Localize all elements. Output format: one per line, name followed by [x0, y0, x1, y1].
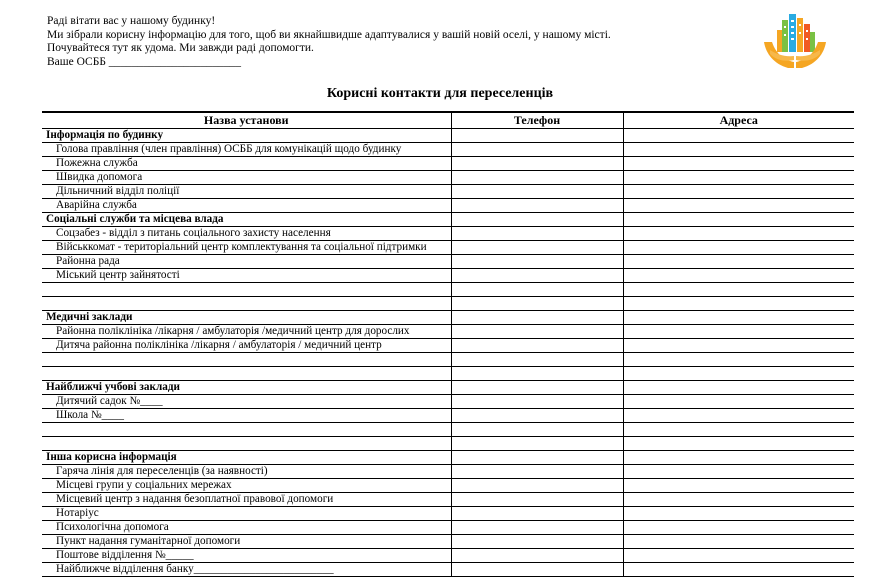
- institution-name-cell: Пункт надання гуманітарної допомоги: [42, 535, 451, 549]
- intro-line: Раді вітати вас у нашому будинку!: [47, 15, 216, 27]
- address-cell[interactable]: [623, 451, 854, 465]
- column-header-name: Назва установи: [42, 112, 451, 129]
- phone-cell[interactable]: [451, 395, 623, 409]
- intro-text: [47, 15, 611, 69]
- section-row: [42, 129, 854, 143]
- table-row: [42, 465, 854, 479]
- phone-cell[interactable]: [451, 353, 623, 367]
- address-cell[interactable]: [623, 493, 854, 507]
- address-cell[interactable]: [623, 437, 854, 451]
- phone-cell[interactable]: [451, 493, 623, 507]
- phone-cell[interactable]: [451, 423, 623, 437]
- address-cell[interactable]: [623, 367, 854, 381]
- section-row: [42, 451, 854, 465]
- contacts-table: [42, 111, 854, 577]
- address-cell[interactable]: [623, 409, 854, 423]
- institution-name-cell: Військкомат - територіальний центр комплектування та соціальної підтримки: [42, 241, 451, 255]
- phone-cell[interactable]: [451, 325, 623, 339]
- table-row: [42, 395, 854, 409]
- phone-cell[interactable]: [451, 297, 623, 311]
- table-row: [42, 535, 854, 549]
- phone-cell[interactable]: [451, 535, 623, 549]
- section-title: Медичні заклади: [42, 311, 451, 325]
- institution-name-cell: Гаряча лінія для переселенців (за наявності): [42, 465, 451, 479]
- phone-cell[interactable]: [451, 157, 623, 171]
- phone-cell[interactable]: [451, 283, 623, 297]
- institution-name-cell: Районна рада: [42, 255, 451, 269]
- address-cell[interactable]: [623, 535, 854, 549]
- address-cell[interactable]: [623, 325, 854, 339]
- house-hands-logo-icon: [760, 8, 830, 78]
- address-cell[interactable]: [623, 171, 854, 185]
- phone-cell[interactable]: [451, 185, 623, 199]
- phone-cell[interactable]: [451, 521, 623, 535]
- institution-name-cell: Місцевий центр з надання безоплатної правової допомоги: [42, 493, 451, 507]
- section-row: [42, 381, 854, 395]
- phone-cell[interactable]: [451, 199, 623, 213]
- address-cell[interactable]: [623, 157, 854, 171]
- address-cell[interactable]: [623, 353, 854, 367]
- blank-row: [42, 283, 854, 297]
- address-cell[interactable]: [623, 339, 854, 353]
- phone-cell[interactable]: [451, 213, 623, 227]
- phone-cell[interactable]: [451, 269, 623, 283]
- table-row: [42, 157, 854, 171]
- table-row: [42, 409, 854, 423]
- address-cell[interactable]: [623, 129, 854, 143]
- address-cell[interactable]: [623, 465, 854, 479]
- address-cell[interactable]: [623, 395, 854, 409]
- phone-cell[interactable]: [451, 129, 623, 143]
- address-cell[interactable]: [623, 297, 854, 311]
- table-row: [42, 199, 854, 213]
- institution-name-cell: Районна поліклініка /лікарня / амбулаторія /медичний центр для дорослих: [42, 325, 451, 339]
- address-cell[interactable]: [623, 549, 854, 563]
- phone-cell[interactable]: [451, 507, 623, 521]
- section-title: Інформація по будинку: [42, 129, 451, 143]
- table-row: [42, 339, 854, 353]
- address-cell[interactable]: [623, 227, 854, 241]
- phone-cell[interactable]: [451, 339, 623, 353]
- institution-name-cell: Поштове відділення №_____: [42, 549, 451, 563]
- address-cell[interactable]: [623, 479, 854, 493]
- section-row: [42, 213, 854, 227]
- intro-line: Ваше ОСББ _______________________: [47, 55, 242, 68]
- institution-name-cell: Аварійна служба: [42, 199, 451, 213]
- institution-name-cell: Місцеві групи у соціальних мережах: [42, 479, 451, 493]
- table-header-row: [42, 112, 854, 129]
- intro-line: Почувайтеся тут як удома. Ми завжди раді допомогти.: [47, 42, 314, 54]
- address-cell[interactable]: [623, 241, 854, 255]
- institution-name-cell: Найближче відділення банку_________________________: [42, 563, 451, 577]
- address-cell[interactable]: [623, 269, 854, 283]
- phone-cell[interactable]: [451, 171, 623, 185]
- table-row: [42, 507, 854, 521]
- table-row: [42, 479, 854, 493]
- address-cell[interactable]: [623, 199, 854, 213]
- address-cell[interactable]: [623, 185, 854, 199]
- table-row: [42, 549, 854, 563]
- page-title: Корисні контакти для переселенців: [326, 86, 554, 101]
- blank-row: [42, 297, 854, 311]
- institution-name-cell: Соцзабез - відділ з питань соціального захисту населення: [42, 227, 451, 241]
- institution-name-cell: [42, 353, 451, 367]
- institution-name-cell: [42, 423, 451, 437]
- section-title: Найближчі учбові заклади: [42, 381, 451, 395]
- phone-cell[interactable]: [451, 367, 623, 381]
- address-cell[interactable]: [623, 283, 854, 297]
- table-row: [42, 171, 854, 185]
- institution-name-cell: Дитячий садок №____: [42, 395, 451, 409]
- blank-row: [42, 353, 854, 367]
- table-row: [42, 227, 854, 241]
- address-cell[interactable]: [623, 143, 854, 157]
- institution-name-cell: Голова правління (член правління) ОСББ для комунікацій щодо будинку: [42, 143, 451, 157]
- institution-name-cell: Дитяча районна поліклініка /лікарня / амбулаторія / медичний центр: [42, 339, 451, 353]
- institution-name-cell: [42, 437, 451, 451]
- institution-name-cell: Пожежна служба: [42, 157, 451, 171]
- phone-cell[interactable]: [451, 465, 623, 479]
- phone-cell[interactable]: [451, 143, 623, 157]
- phone-cell[interactable]: [451, 241, 623, 255]
- institution-name-cell: Нотаріус: [42, 507, 451, 521]
- phone-cell[interactable]: [451, 409, 623, 423]
- column-header-address: Адреса: [623, 112, 854, 129]
- phone-cell[interactable]: [451, 479, 623, 493]
- address-cell[interactable]: [623, 521, 854, 535]
- blank-row: [42, 437, 854, 451]
- institution-name-cell: Психологічна допомога: [42, 521, 451, 535]
- blank-row: [42, 423, 854, 437]
- address-cell[interactable]: [623, 311, 854, 325]
- table-row: [42, 269, 854, 283]
- phone-cell[interactable]: [451, 381, 623, 395]
- institution-name-cell: [42, 283, 451, 297]
- column-header-phone: Телефон: [451, 112, 623, 129]
- address-cell[interactable]: [623, 255, 854, 269]
- table-row: [42, 143, 854, 157]
- table-row: [42, 521, 854, 535]
- phone-cell[interactable]: [451, 311, 623, 325]
- institution-name-cell: Міський центр зайнятості: [42, 269, 451, 283]
- address-cell[interactable]: [623, 423, 854, 437]
- institution-name-cell: Дільничний відділ поліції: [42, 185, 451, 199]
- institution-name-cell: Школа №____: [42, 409, 451, 423]
- phone-cell[interactable]: [451, 437, 623, 451]
- blank-row: [42, 367, 854, 381]
- phone-cell[interactable]: [451, 549, 623, 563]
- table-row: [42, 255, 854, 269]
- phone-cell[interactable]: [451, 227, 623, 241]
- phone-cell[interactable]: [451, 451, 623, 465]
- table-row: [42, 325, 854, 339]
- section-title: Інша корисна інформація: [42, 451, 451, 465]
- institution-name-cell: [42, 367, 451, 381]
- intro-line: Ми зібрали корисну інформацію для того, щоб ви якнайшвидше адаптувалися у вашій новій оселі, у нашому місті.: [47, 28, 611, 41]
- table-row: [42, 185, 854, 199]
- section-title: Соціальні служби та місцева влада: [42, 213, 451, 227]
- address-cell[interactable]: [623, 507, 854, 521]
- address-cell[interactable]: [623, 213, 854, 227]
- table-row: [42, 241, 854, 255]
- table-row: [42, 493, 854, 507]
- institution-name-cell: Швидка допомога: [42, 171, 451, 185]
- address-cell[interactable]: [623, 381, 854, 395]
- section-row: [42, 311, 854, 325]
- institution-name-cell: [42, 297, 451, 311]
- phone-cell[interactable]: [451, 255, 623, 269]
